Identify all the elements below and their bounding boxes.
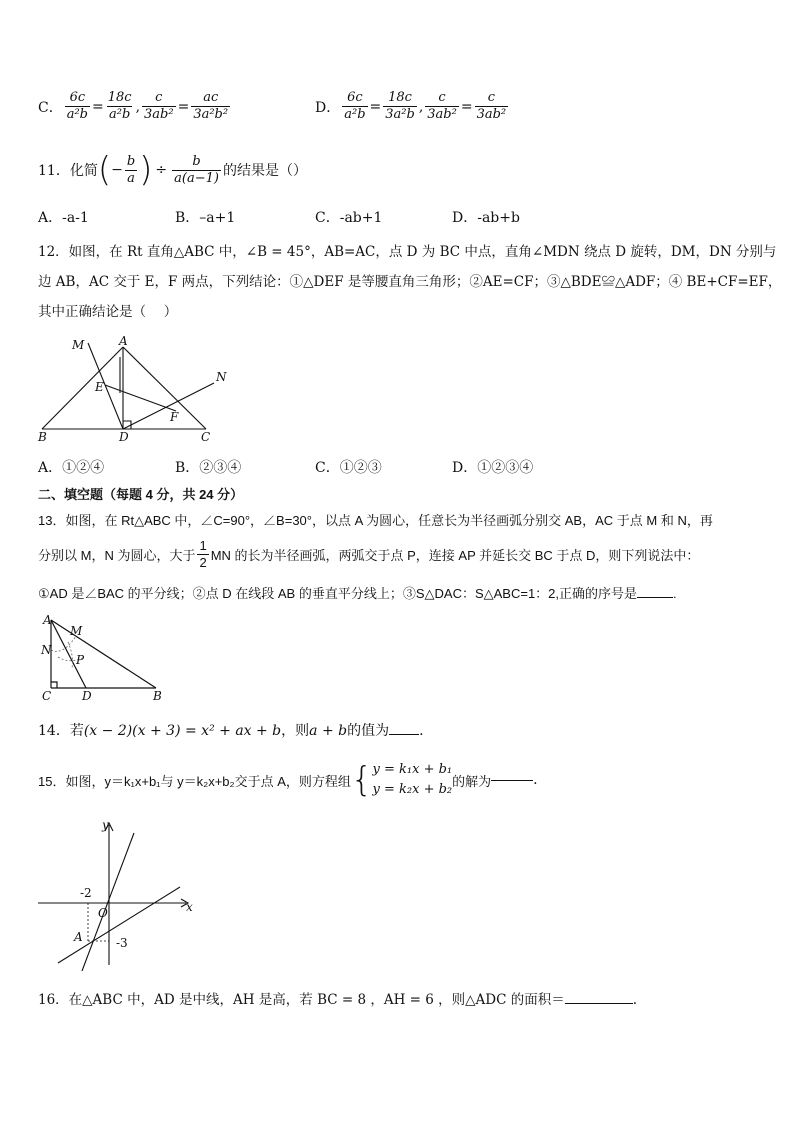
q13-segment-ab — [51, 620, 156, 688]
q12-label-d: D — [119, 430, 129, 444]
q10-d-fraction-1: $\frac{6c}{\text{a²b}}$ — [344, 90, 366, 122]
q10-option-c-label: C． — [38, 99, 63, 116]
q15-label-y: y — [102, 818, 109, 832]
q12-option-c: C．①②③ — [315, 460, 382, 476]
q15-label-o: O — [98, 906, 108, 920]
q11-divisor-fraction: $\frac{b}{a(a-1)}$ — [174, 153, 219, 186]
q12-segment-ab — [42, 347, 123, 429]
q11-stem: 11．化简 ( − $\frac{b}{a}$ ) ÷ $\frac{b}{a(a-1)}$ 的结果是（） — [38, 150, 307, 190]
q15-label-x: x — [186, 900, 193, 914]
q12-ray-dn — [123, 383, 214, 429]
q15-line-2 — [58, 887, 180, 963]
q12-line-1: 12．如图，在 Rt 直角△ABC 中，∠B = 45°，AB=AC，点 D 为 BC 中点，直角∠MDN 绕点 D 旋转，DM，DN 分别与 — [38, 244, 777, 260]
q13-right-angle-mark — [51, 682, 57, 688]
q12-line-3: 其中正确结论是（ ） — [38, 304, 178, 320]
q13-label-m: M — [70, 624, 83, 638]
q13-label-b: B — [153, 689, 162, 702]
q13-figure — [38, 612, 168, 702]
q13-line-1: 13．如图，在 Rt△ABC 中，∠C=90°，∠B=30°，以点 A 为圆心，任意长为半径画弧分别交 AB，AC 于点 M 和 N，再 — [38, 513, 713, 528]
q14-equation: (x − 2)(x + 3) = x² + ax + b — [83, 723, 282, 739]
q12-label-n: N — [216, 370, 227, 384]
q15-label-neg3: -3 — [116, 936, 128, 950]
q15-equation-system — [373, 760, 453, 800]
q10-option-c: C． $\frac{6c}{\text{a²b}}$ = $\frac{18c}{\text{a²b}}$ , $\frac{c}{\text{3ab²}}$ = $\frac{ac}{\text{3a²b²}}$ — [38, 90, 229, 122]
q15-label-neg2: -2 — [80, 886, 92, 900]
q12-label-a: A — [119, 335, 128, 348]
q12-ray-dm — [88, 343, 123, 429]
q12-option-b: B．②③④ — [175, 460, 242, 476]
q16-answer-blank[interactable] — [565, 1003, 633, 1004]
q11-inner-fraction: $\frac{b}{a}$ — [126, 153, 136, 186]
q15-label-a: A — [74, 930, 83, 944]
section-title: 二、填空题（每题 4 分，共 24 分） — [38, 487, 244, 502]
q10-d-fraction-4: $\frac{c}{\text{3ab²}}$ — [476, 90, 507, 122]
q12-label-c: C — [201, 430, 211, 444]
q12-segment-ac — [123, 347, 206, 429]
q13-label-a: A — [43, 613, 52, 627]
q11-option-c: C．-ab+1 — [315, 210, 383, 226]
q12-label-m: M — [72, 338, 85, 352]
q13-half-fraction: $\frac{1}{2}$ — [199, 538, 207, 570]
q13-label-c: C — [42, 689, 52, 702]
q13-line-2-pre: 分别以 M，N 为圆心，大于 — [38, 548, 196, 563]
q13-answer-blank[interactable] — [637, 597, 673, 598]
q15-prefix: 15．如图，y＝k₁x+b₁与 y＝k₂x+b₂交于点 A，则方程组 — [38, 773, 351, 789]
q13-line-2-post: MN 的长为半径画弧，两弧交于点 P，连接 AP 并延长交 BC 于点 D，则下列说法中： — [210, 548, 700, 563]
q13-line-3: ①AD 是∠BAC 的平分线；②点 D 在线段 AB 的垂直平分线上；③S△DAC：S△ABC=1：2,正确的序号是 . — [38, 586, 677, 601]
q11-prefix: 11．化简 — [38, 163, 98, 179]
q14-stem: 14．若(x − 2)(x + 3) = x² + ax + b，则a + b的值为 . — [38, 723, 424, 739]
q10-option-d: D． $\frac{6c}{\text{a²b}}$ = $\frac{18c}{\text{3a²b}}$ , $\frac{c}{\text{3ab²}}$ = $\frac{c}{\text{3ab²}}$ — [315, 90, 507, 122]
q13-line-2 — [38, 538, 699, 571]
q15-equation-2: y = k₂x + b₂ — [372, 782, 453, 797]
q12-option-a: A．①②④ — [38, 460, 105, 476]
q14-answer-blank[interactable] — [389, 734, 419, 735]
q10-c-fraction-4: $\frac{ac}{\text{3a²b²}}$ — [193, 90, 229, 122]
q11-option-a: A．-a-1 — [38, 210, 89, 226]
q10-c-fraction-3: $\frac{c}{\text{3ab²}}$ — [144, 90, 174, 122]
q15-line-1 — [82, 833, 134, 971]
q12-label-b: B — [38, 430, 47, 444]
q13-label-p: P — [76, 653, 85, 667]
q12-line-2: 边 AB，AC 交于 E，F 两点，下列结论：①△DEF 是等腰直角三角形；②AE=CF；③△BDE≌△ADF；④ BE+CF=EF， — [38, 274, 782, 290]
q11-option-b: B．–a+1 — [175, 210, 236, 226]
q12-figure — [36, 335, 251, 445]
q13-label-d: D — [82, 689, 92, 702]
q10-option-d-label: D． — [315, 99, 341, 116]
q12-option-d: D．①②③④ — [452, 460, 534, 476]
q15-stem: 15．如图，y＝k₁x+b₁与 y＝k₂x+b₂交于点 A，则方程组 { y = k₁x + b₁ y = k₂x + b₂ 的解为 . — [38, 760, 538, 800]
q10-c-fraction-1: $\frac{6c}{\text{a²b}}$ — [66, 90, 89, 122]
q15-equation-1: y = k₁x + b₁ — [372, 762, 453, 777]
q10-d-fraction-2: $\frac{18c}{\text{3a²b}}$ — [385, 90, 415, 122]
q10-d-fraction-3: $\frac{c}{\text{3ab²}}$ — [427, 90, 457, 122]
q15-figure — [36, 815, 201, 975]
q13-label-n: N — [41, 643, 52, 657]
q15-suffix: 的解为 — [452, 773, 492, 789]
q12-label-f: F — [170, 410, 179, 424]
q16-stem: 16．在△ABC 中，AD 是中线，AH 是高，若 BC = 8 ，AH = 6 ，则△ADC 的面积＝ . — [38, 992, 638, 1008]
q12-label-e: E — [95, 380, 104, 394]
q10-c-fraction-2: $\frac{18c}{\text{a²b}}$ — [107, 90, 132, 122]
q15-answer-blank[interactable] — [491, 780, 533, 781]
q14-expression: a + b — [309, 723, 348, 739]
q11-option-d: D．-ab+b — [452, 210, 520, 226]
q11-suffix: 的结果是（） — [222, 163, 307, 179]
